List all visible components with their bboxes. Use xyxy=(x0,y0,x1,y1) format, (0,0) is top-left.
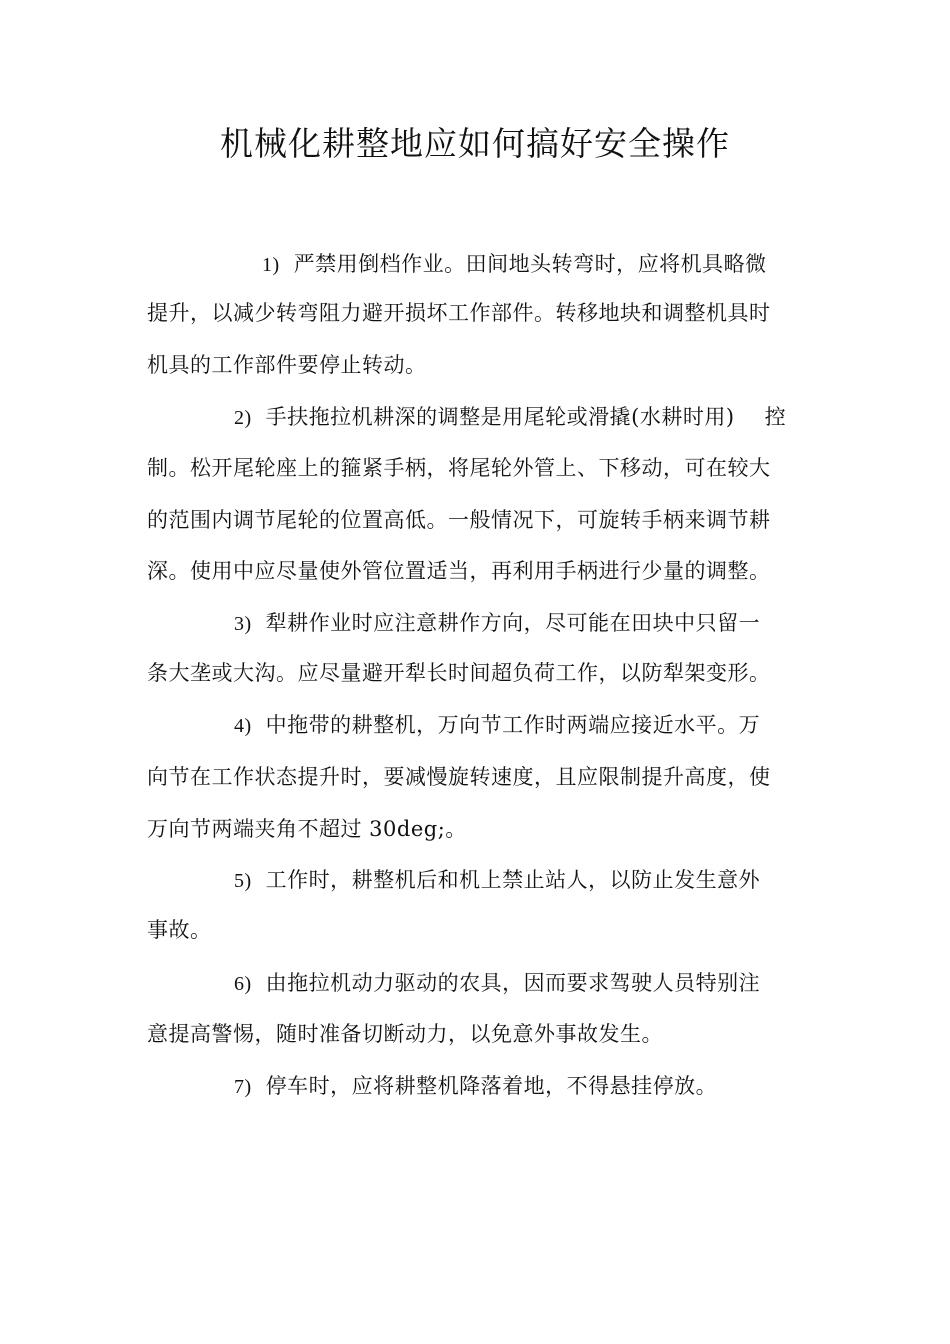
item-4-line-2: 向节在工作状态提升时，要减慢旋转速度，且应限制提升高度，使 xyxy=(147,765,771,789)
item-3-number: 3) xyxy=(234,613,252,635)
item-1-line-3: 机具的工作部件要停止转动。 xyxy=(147,353,427,377)
item-5-text-1: 工作时，耕整机后和机上禁止站人，以防止发生意外 xyxy=(265,868,761,892)
item-1-line-1 xyxy=(262,249,767,279)
item-6-text-1: 由拖拉机动力驱动的农具，因而要求驾驶人员特别注 xyxy=(265,971,761,995)
item-7-text-1: 停车时，应将耕整机降落着地，不得悬挂停放。 xyxy=(265,1074,718,1098)
item-5-line-2: 事故。 xyxy=(147,918,212,942)
item-6-number: 6) xyxy=(234,973,252,995)
document-title: 机械化耕整地应如何搞好安全操作 xyxy=(220,124,730,163)
item-5-number: 5) xyxy=(234,870,252,892)
item-2-line-2: 制。松开尾轮座上的箍紧手柄，将尾轮外管上、下移动，可在较大 xyxy=(147,456,771,480)
item-2-text-1: 手扶拖拉机耕深的调整是用尾轮或滑撬(水耕时用) xyxy=(265,405,735,429)
item-1-text-1: 严禁用倒档作业。田间地头转弯时，应将机具略微 xyxy=(293,252,767,276)
item-3-line-1 xyxy=(234,608,760,638)
item-1-number: 1) xyxy=(262,254,280,276)
item-2-line-3: 的范围内调节尾轮的位置高低。一般情况下，可旋转手柄来调节耕 xyxy=(147,508,771,532)
item-4-number: 4) xyxy=(234,715,252,737)
item-6-line-1 xyxy=(234,968,760,998)
item-2-line-1 xyxy=(234,402,786,432)
item-4-text-1: 中拖带的耕整机，万向节工作时两端应接近水平。万 xyxy=(265,713,761,737)
item-1-line-2: 提升，以减少转弯阻力避开损坏工作部件。转移地块和调整机具时 xyxy=(147,301,771,325)
item-2-number: 2) xyxy=(234,407,252,429)
item-6-line-2: 意提高警惕，随时准备切断动力，以免意外事故发生。 xyxy=(147,1022,663,1046)
item-4-line-3: 万向节两端夹角不超过 30deg;。 xyxy=(147,817,467,841)
item-7-number: 7) xyxy=(234,1076,252,1098)
item-7-line-1 xyxy=(234,1071,717,1101)
item-3-line-2: 条大垄或大沟。应尽量避开犁长时间超负荷工作，以防犁架变形。 xyxy=(147,661,771,685)
item-2-line-4: 深。使用中应尽量使外管位置适当，再利用手柄进行少量的调整。 xyxy=(147,559,771,583)
item-4-line-1 xyxy=(234,710,760,740)
item-2-text-1-tail: 控 xyxy=(764,405,787,429)
item-5-line-1 xyxy=(234,865,760,895)
item-3-text-1: 犁耕作业时应注意耕作方向，尽可能在田块中只留一 xyxy=(265,611,761,635)
